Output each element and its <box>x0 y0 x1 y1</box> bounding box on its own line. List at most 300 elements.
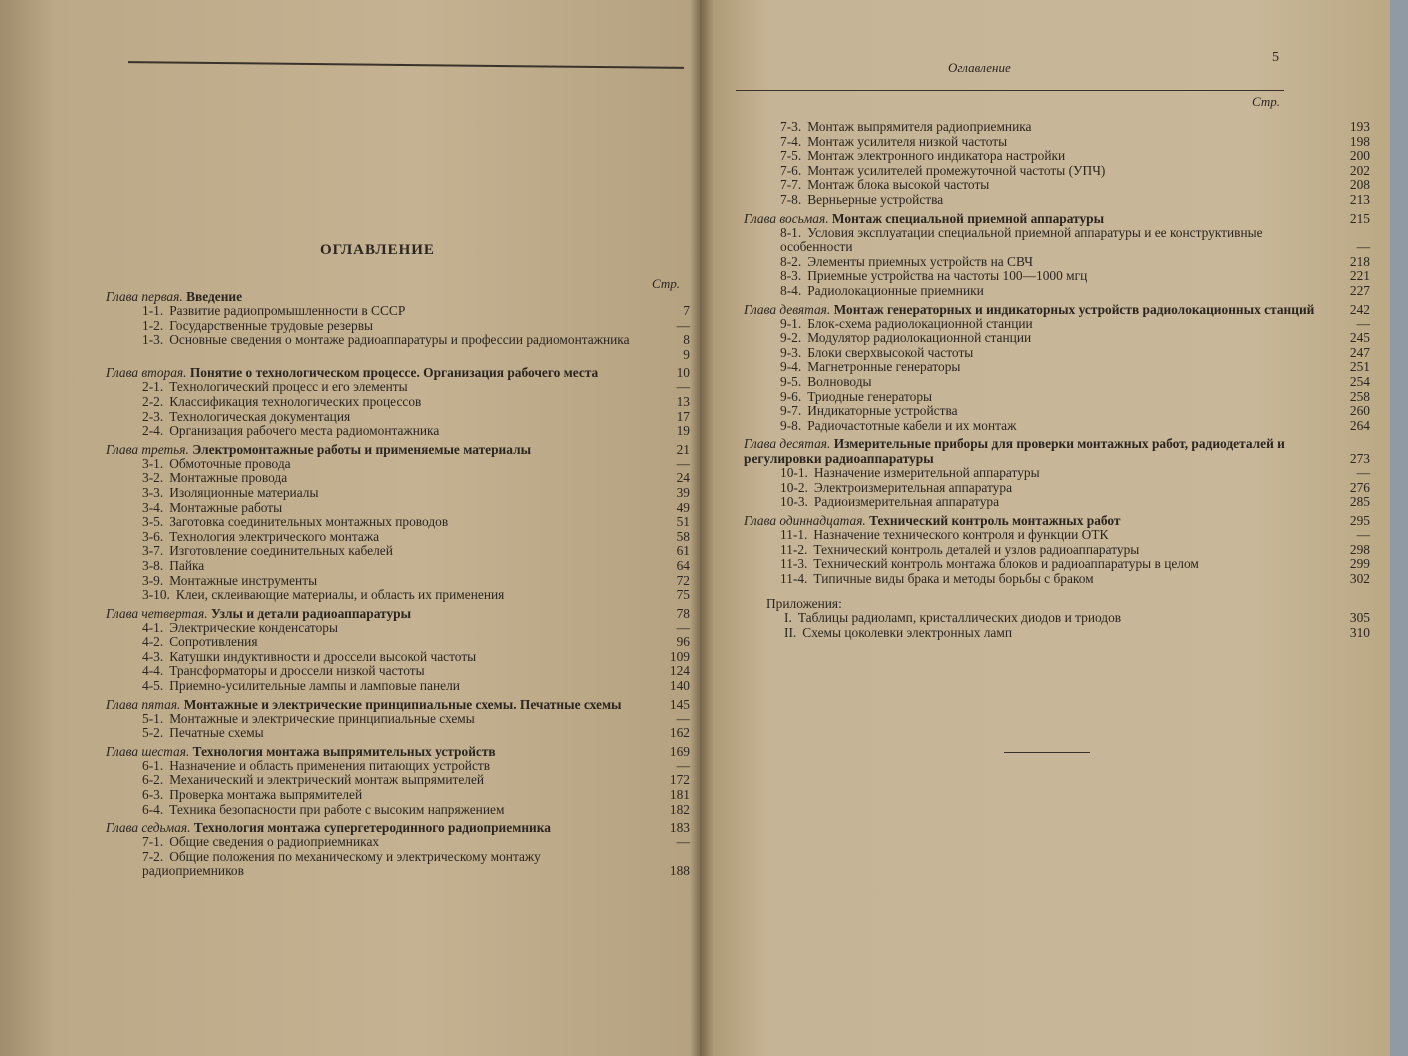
entry-number: 2-3. <box>142 408 164 424</box>
entry-text <box>106 486 654 501</box>
entry-title: Блок-схема радиолокационной станции <box>807 315 1033 331</box>
entry-text <box>744 375 1334 390</box>
entry-number: 9-6. <box>780 388 802 404</box>
chapter-page: 242 <box>1349 301 1370 317</box>
entry-title: Механический и электрический монтаж выпрямителей <box>169 772 485 788</box>
entry-number: 4-5. <box>142 678 164 694</box>
chapter-heading-text <box>106 365 654 380</box>
entry-number: 8-3. <box>780 268 802 284</box>
entry-title: Триодные генераторы <box>807 388 933 404</box>
toc-entry <box>106 574 690 589</box>
entry-number: 2-1. <box>142 379 164 395</box>
entry-page: — <box>676 455 690 471</box>
toc-entry <box>106 726 690 741</box>
entry-text <box>744 284 1334 299</box>
entry-text <box>106 424 654 439</box>
entry-number: 7-8. <box>780 191 802 207</box>
entry-number: 10-2. <box>780 479 808 495</box>
toc-entry <box>106 348 690 363</box>
chapter-group <box>744 510 1370 586</box>
entry-number: 6-4. <box>142 801 164 817</box>
entry-text <box>106 679 654 694</box>
entry-title: Радиолокационные приемники <box>807 282 984 298</box>
chapter-label: Глава десятая. <box>744 436 831 452</box>
entry-number: 6-1. <box>142 757 164 773</box>
entry-title: Монтажные работы <box>169 499 283 515</box>
toc-entry <box>744 404 1370 419</box>
entry-text <box>106 850 654 879</box>
toc-entry <box>106 486 690 501</box>
entry-number: 3-4. <box>142 499 164 515</box>
entry-number: 11-4. <box>780 570 808 586</box>
chapter-label: Глава пятая. <box>106 696 181 712</box>
entry-title: Магнетронные генераторы <box>807 359 961 375</box>
entry-title: Электроизмерительная аппаратура <box>813 479 1013 495</box>
entry-title: Приемные устройства на частоты 100—1000 мгц <box>807 268 1088 284</box>
appendix-entry <box>744 626 1370 641</box>
toc-entry <box>744 390 1370 405</box>
entry-text <box>106 319 654 334</box>
chapter-group <box>744 299 1370 434</box>
toc-entry <box>744 226 1370 255</box>
toc-entry <box>744 120 1370 135</box>
entry-page: 17 <box>676 408 690 424</box>
entry-number: 10-3. <box>780 494 808 510</box>
entry-text <box>106 530 654 545</box>
entry-number: 7-5. <box>780 148 802 164</box>
entry-title: Волноводы <box>807 373 872 389</box>
toc-entry <box>744 149 1370 164</box>
entry-number: 9-7. <box>780 403 802 419</box>
entry-title: Технология электрического монтажа <box>169 528 380 544</box>
toc-entry <box>106 410 690 425</box>
chapter-label: Глава седьмая. <box>106 820 191 836</box>
entry-number: 5-2. <box>142 725 164 741</box>
entry-page: 221 <box>1349 268 1370 284</box>
entry-text <box>106 621 654 636</box>
entry-page: 124 <box>669 663 690 679</box>
entry-title: Классификация технологических процессов <box>169 393 422 409</box>
entry-number: 3-5. <box>142 514 164 530</box>
entry-text <box>784 611 1334 626</box>
toc-entry <box>106 530 690 545</box>
entry-page: 24 <box>676 470 690 486</box>
entry-page: 61 <box>676 543 690 559</box>
entry-text <box>744 149 1334 164</box>
entry-title: Назначение и область применения питающих устройств <box>169 757 491 773</box>
entry-title: Общие сведения о радиоприемниках <box>169 834 380 850</box>
entry-text <box>744 135 1334 150</box>
entry-number: 3-3. <box>142 484 164 500</box>
entry-number: 3-10. <box>142 587 170 603</box>
entry-title: Технический контроль монтажа блоков и радиоаппаратуры в целом <box>813 556 1199 572</box>
entry-text <box>744 255 1334 270</box>
chapter-page: 78 <box>676 605 690 621</box>
entry-number: 9-1. <box>780 315 802 331</box>
chapter-heading-text <box>744 302 1334 317</box>
entry-title: Назначение технического контроля и функции ОТК <box>813 527 1109 543</box>
running-head: Оглавление <box>948 60 1011 75</box>
toc-entry <box>744 178 1370 193</box>
entry-page: 285 <box>1349 494 1370 510</box>
chapter-heading-text <box>744 211 1334 226</box>
entry-page: 162 <box>669 725 690 741</box>
entry-number: 1-2. <box>142 317 164 333</box>
entry-number: 11-2. <box>780 541 808 557</box>
entry-text <box>106 650 654 665</box>
entry-title: Назначение измерительной аппаратуры <box>813 465 1040 481</box>
entry-text <box>106 395 654 410</box>
entry-page: 299 <box>1349 556 1370 572</box>
entry-page: 227 <box>1349 282 1370 298</box>
chapter-title: Монтаж генераторных и индикаторных устройств радиолокационных станций <box>833 301 1315 317</box>
entry-number: 3-9. <box>142 572 164 588</box>
entry-title: Заготовка соединительных монтажных проводов <box>169 514 449 530</box>
entry-page: 172 <box>669 772 690 788</box>
chapter-group <box>106 817 690 879</box>
entry-text <box>106 635 654 650</box>
entry-text <box>744 317 1334 332</box>
toc-entry <box>106 559 690 574</box>
entry-number: 3-7. <box>142 543 164 559</box>
chapter-group <box>106 603 690 694</box>
chapter-label: Глава вторая. <box>106 365 187 381</box>
entry-text <box>744 481 1334 496</box>
toc-entry <box>744 346 1370 361</box>
toc-entry <box>106 380 690 395</box>
entry-number: I. <box>784 610 792 626</box>
entry-number: 7-3. <box>780 119 802 134</box>
entry-page: — <box>676 317 690 333</box>
entry-title: Модулятор радиолокационной станции <box>807 330 1032 346</box>
entry-text <box>784 626 1334 641</box>
entry-title: Печатные схемы <box>169 725 264 741</box>
entry-page: 188 <box>669 863 690 879</box>
chapter-page: 215 <box>1349 210 1370 226</box>
toc-entry <box>106 650 690 665</box>
entry-text <box>106 380 654 395</box>
entry-text <box>744 557 1334 572</box>
entry-text <box>744 360 1334 375</box>
entry-number: 1-1. <box>142 303 164 318</box>
chapter-group <box>106 694 690 741</box>
entry-text <box>106 515 654 530</box>
chapter-group <box>106 741 690 817</box>
entry-title: Технологическая документация <box>169 408 351 424</box>
toc-entry <box>106 621 690 636</box>
entry-text <box>744 269 1334 284</box>
chapter-heading-text <box>106 697 654 712</box>
appendix-label: Приложения: <box>766 596 842 612</box>
entry-number: 3-8. <box>142 557 164 573</box>
entry-text <box>744 404 1334 419</box>
chapter-page: 295 <box>1349 513 1370 529</box>
entry-text <box>744 164 1334 179</box>
entry-number: 4-3. <box>142 648 164 664</box>
chapter-group <box>744 208 1370 299</box>
entry-title: Радиочастотные кабели и их монтаж <box>807 417 1017 433</box>
entry-title: Электрические конденсаторы <box>169 619 338 635</box>
entry-number: 9-8. <box>780 417 802 433</box>
toc-entry <box>744 466 1370 481</box>
chapter-heading <box>106 362 690 380</box>
toc-entry <box>744 375 1370 390</box>
chapter-label: Глава девятая. <box>744 301 831 317</box>
entry-title: Развитие радиопромышленности в СССР <box>169 303 406 318</box>
entry-page: 96 <box>676 634 690 650</box>
entry-number: 9-3. <box>780 344 802 360</box>
entry-title: Изготовление соединительных кабелей <box>169 543 393 559</box>
entry-page: 72 <box>676 572 690 588</box>
toc-entry <box>106 773 690 788</box>
entry-number: 7-7. <box>780 177 802 193</box>
chapter-heading <box>106 694 690 712</box>
entry-number: 6-2. <box>142 772 164 788</box>
page-column-label-left: Стр. <box>652 276 680 291</box>
toc-entry <box>106 835 690 850</box>
entry-page: 51 <box>676 514 690 530</box>
entry-title: Монтажные провода <box>169 470 288 486</box>
appendix-entry <box>744 611 1370 626</box>
toc-entry <box>744 135 1370 150</box>
chapter-heading-text <box>106 744 654 759</box>
toc-entry <box>744 193 1370 208</box>
chapter-heading-text <box>106 442 654 457</box>
entry-page: — <box>1356 239 1370 255</box>
toc-entry <box>744 317 1370 332</box>
entry-title: Катушки индуктивности и дроссели высокой частоты <box>169 648 477 664</box>
toc-entry <box>744 543 1370 558</box>
toc-entry <box>744 255 1370 270</box>
entry-number: 3-2. <box>142 470 164 486</box>
entry-number: 8-4. <box>780 282 802 298</box>
chapter-heading <box>744 208 1370 226</box>
entry-page: 198 <box>1349 133 1370 149</box>
entry-page: 254 <box>1349 373 1370 389</box>
toc-entry <box>106 333 690 348</box>
entry-number: 4-2. <box>142 634 164 650</box>
chapter-title: Узлы и детали радиоаппаратуры <box>210 605 412 621</box>
entry-page: 213 <box>1349 191 1370 207</box>
chapter-heading <box>744 433 1370 466</box>
entry-page: 251 <box>1349 359 1370 375</box>
entry-number: 4-4. <box>142 663 164 679</box>
toc-entry <box>106 424 690 439</box>
chapter-label: Глава восьмая. <box>744 210 829 226</box>
toc-entry <box>106 588 690 603</box>
entry-text <box>106 574 654 589</box>
entry-page: 200 <box>1349 148 1370 164</box>
chapter-title: Измерительные приборы для проверки монтажных работ, радиодеталей и регулировки радиоаппаратуры <box>744 436 1285 467</box>
entry-text <box>744 495 1334 510</box>
entry-page: — <box>1356 315 1370 331</box>
chapter-title: Монтажные и электрические принципиальные схемы. Печатные схемы <box>183 696 622 712</box>
toc-entry <box>106 471 690 486</box>
entry-number: 1-3. <box>142 332 164 348</box>
entry-page: — <box>1356 465 1370 481</box>
entry-page: 276 <box>1349 479 1370 495</box>
entry-text <box>744 346 1334 361</box>
toc-entry <box>744 269 1370 284</box>
entry-page: — <box>676 379 690 395</box>
entry-text <box>106 501 654 516</box>
entry-text <box>744 226 1334 255</box>
entry-page: 193 <box>1349 119 1370 134</box>
chapter-title: Электромонтажные работы и применяемые материалы <box>192 441 532 457</box>
chapter-label: Глава одиннадцатая. <box>744 513 866 529</box>
toc-entry <box>106 788 690 803</box>
entry-text <box>744 120 1334 135</box>
entry-text <box>106 712 654 727</box>
chapter-page: 145 <box>669 696 690 712</box>
toc-title: ОГЛАВЛЕНИЕ <box>320 242 435 258</box>
entry-number: II. <box>784 625 797 641</box>
chapter-heading <box>106 741 690 759</box>
toc-entry <box>744 164 1370 179</box>
chapter-label: Глава третья. <box>106 441 189 457</box>
entry-page: 39 <box>676 484 690 500</box>
entry-number: 11-1. <box>780 527 808 543</box>
entry-text <box>744 419 1334 434</box>
toc-entry <box>744 528 1370 543</box>
entry-title: Трансформаторы и дроссели низкой частоты <box>169 663 425 679</box>
chapter-page: 21 <box>676 441 690 457</box>
entry-text <box>106 559 654 574</box>
toc-entry <box>106 803 690 818</box>
entry-text <box>106 304 654 319</box>
entry-text <box>106 664 654 679</box>
entry-text <box>744 193 1334 208</box>
toc-entry <box>106 304 690 319</box>
entry-page: 9 <box>683 346 690 362</box>
entry-number: 7-1. <box>142 834 164 850</box>
chapter-group <box>744 433 1370 510</box>
entry-number: 7-6. <box>780 162 802 178</box>
toc-entry <box>106 850 690 879</box>
entry-page: 302 <box>1349 570 1370 586</box>
chapter-heading-text <box>106 289 654 304</box>
entry-page: 19 <box>676 423 690 439</box>
entry-title: Техника безопасности при работе с высоким напряжением <box>169 801 505 817</box>
entry-title: Монтаж электронного индикатора настройки <box>807 148 1066 164</box>
entry-title: Типичные виды брака и методы борьбы с браком <box>813 570 1094 586</box>
entry-number: 3-6. <box>142 528 164 544</box>
entry-text <box>106 773 654 788</box>
toc-entry <box>106 679 690 694</box>
chapter-page: 273 <box>1349 451 1370 467</box>
entry-text <box>106 544 654 559</box>
entry-page: 310 <box>1349 625 1370 641</box>
entry-title: Радиоизмерительная аппаратура <box>813 494 1000 510</box>
entry-number: 8-1. <box>780 224 802 240</box>
toc-entry <box>106 635 690 650</box>
entry-text <box>106 410 654 425</box>
entry-title: Монтажные инструменты <box>169 572 318 588</box>
book-gutter <box>690 0 714 1056</box>
toc-entry <box>106 664 690 679</box>
page-number: 5 <box>1272 50 1279 65</box>
entry-number: 9-4. <box>780 359 802 375</box>
chapter-title: Понятие о технологическом процессе. Организация рабочего места <box>189 365 599 381</box>
entry-page: 218 <box>1349 253 1370 269</box>
entry-text <box>106 726 654 741</box>
end-rule <box>1004 752 1090 753</box>
entry-page: 305 <box>1349 610 1370 626</box>
entry-text <box>106 835 654 850</box>
entry-page: 75 <box>676 587 690 603</box>
entry-title: Условия эксплуатации специальной приемной аппаратуры и ее конструктивные особенности <box>780 224 1263 255</box>
entry-title: Сопротивления <box>169 634 258 650</box>
entry-number: 5-1. <box>142 710 164 726</box>
chapter-group <box>744 120 1370 208</box>
chapter-page: 183 <box>669 820 690 836</box>
toc-entry <box>744 360 1370 375</box>
toc-entry <box>744 331 1370 346</box>
page-column-label-right: Стр. <box>1252 94 1280 109</box>
entry-text <box>106 588 654 603</box>
toc-entry <box>106 712 690 727</box>
chapter-heading <box>744 510 1370 528</box>
entry-number: 10-1. <box>780 465 808 481</box>
chapter-title: Монтаж специальной приемной аппаратуры <box>831 210 1105 226</box>
chapter-label: Глава шестая. <box>106 743 190 759</box>
entry-number: 4-1. <box>142 619 164 635</box>
entry-title: Организация рабочего места радиомонтажника <box>169 423 440 439</box>
chapter-heading-text <box>106 820 654 835</box>
entry-page: 8 <box>683 332 690 348</box>
entry-title: Верньерные устройства <box>807 191 944 207</box>
chapter-group <box>106 286 690 362</box>
toc-entry <box>106 544 690 559</box>
entry-page: 109 <box>669 648 690 664</box>
chapter-title: Технический контроль монтажных работ <box>869 513 1121 529</box>
entry-title: Пайка <box>169 557 205 573</box>
entry-text <box>106 457 654 472</box>
entry-number: 2-4. <box>142 423 164 439</box>
chapter-heading <box>106 603 690 621</box>
entry-title: Общие положения по механическому и электрическому монтажу радиоприемников <box>142 848 541 879</box>
entry-page: 245 <box>1349 330 1370 346</box>
entry-title: Монтаж выпрямителя радиоприемника <box>807 119 1032 134</box>
entry-title: Приемно-усилительные лампы и ламповые панели <box>169 678 460 694</box>
entry-text <box>744 331 1334 346</box>
entry-page: 58 <box>676 528 690 544</box>
entry-text <box>744 572 1334 587</box>
toc-left-column <box>106 286 690 879</box>
entry-title: Монтаж усилителей промежуточной частоты (УПЧ) <box>807 162 1106 178</box>
entry-page: — <box>676 710 690 726</box>
toc-entry <box>106 457 690 472</box>
entry-text <box>744 178 1334 193</box>
entry-page: 49 <box>676 499 690 515</box>
toc-entry <box>106 395 690 410</box>
toc-entry <box>106 759 690 774</box>
entry-number: 6-3. <box>142 787 164 803</box>
entry-page: 7 <box>683 303 690 318</box>
toc-entry <box>106 501 690 516</box>
toc-entry <box>106 515 690 530</box>
entry-text <box>744 528 1334 543</box>
entry-page: — <box>1356 527 1370 543</box>
entry-page: 298 <box>1349 541 1370 557</box>
entry-page: — <box>676 757 690 773</box>
entry-title: Схемы цоколевки электронных ламп <box>802 625 1013 641</box>
top-rule-right <box>736 90 1284 91</box>
entry-title: Монтаж блока высокой частоты <box>807 177 990 193</box>
chapter-title: Технология монтажа выпрямительных устройств <box>192 743 496 759</box>
entry-page: 260 <box>1349 403 1370 419</box>
chapter-title: Введение <box>186 289 243 304</box>
